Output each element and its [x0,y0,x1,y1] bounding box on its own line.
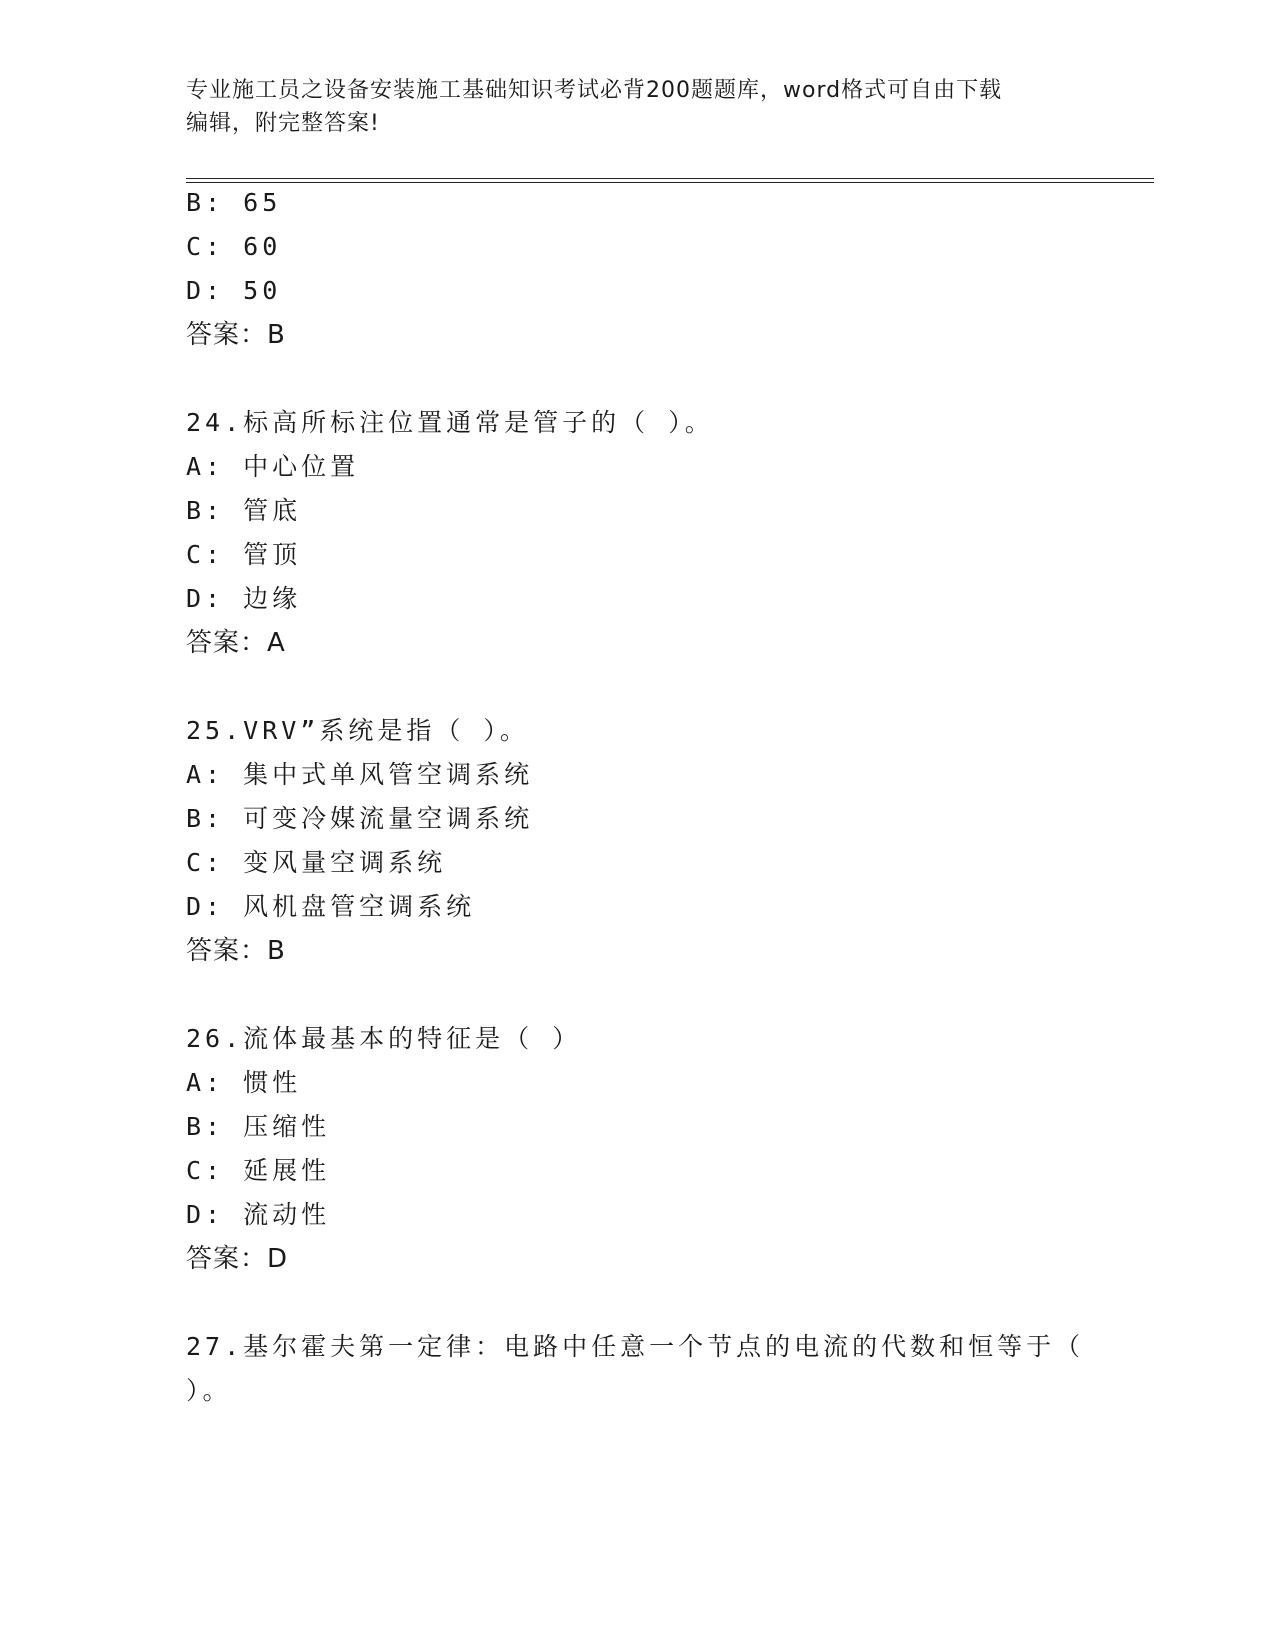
q23-answer: 答案：B [186,320,286,350]
q24-question: 24.标高所标注位置通常是管子的（ ）。 [186,408,714,437]
q23-option-b: B: 65 [186,188,282,217]
header-divider [186,178,1154,183]
q25-answer: 答案：B [186,936,286,966]
q24-answer: 答案：A [186,628,286,658]
q25-question: 25.VRV”系统是指（ ）。 [186,716,529,745]
q25-option-a: A: 集中式单风管空调系统 [186,760,534,789]
q25-option-b: B: 可变冷媒流量空调系统 [186,804,534,833]
document-header [186,74,1066,140]
q26-option-d: D: 流动性 [186,1200,331,1229]
q24-option-d: D: 边缘 [186,584,302,613]
q23-option-c: C: 60 [186,232,282,261]
q26-answer: 答案：D [186,1244,289,1274]
q24-option-a: A: 中心位置 [186,452,360,481]
q24-option-b: B: 管底 [186,496,302,525]
q26-option-a: A: 惯性 [186,1068,302,1097]
q25-option-d: D: 风机盘管空调系统 [186,892,476,921]
q27-question-line-2: ）。 [186,1376,232,1405]
q23-option-d: D: 50 [186,276,282,305]
q26-option-c: C: 延展性 [186,1156,331,1185]
header-title-line-2: 编辑，附完整答案! [186,111,380,136]
q24-option-c: C: 管顶 [186,540,302,569]
q27-question-line-1: 27.基尔霍夫第一定律：电路中任意一个节点的电流的代数和恒等于（ [186,1332,1085,1361]
q26-question: 26.流体最基本的特征是（ ） [186,1024,582,1053]
q25-option-c: C: 变风量空调系统 [186,848,447,877]
q26-option-b: B: 压缩性 [186,1112,331,1141]
header-title-line-1: 专业施工员之设备安装施工基础知识考试必背200题题库，word格式可自由下载 [186,78,1003,103]
